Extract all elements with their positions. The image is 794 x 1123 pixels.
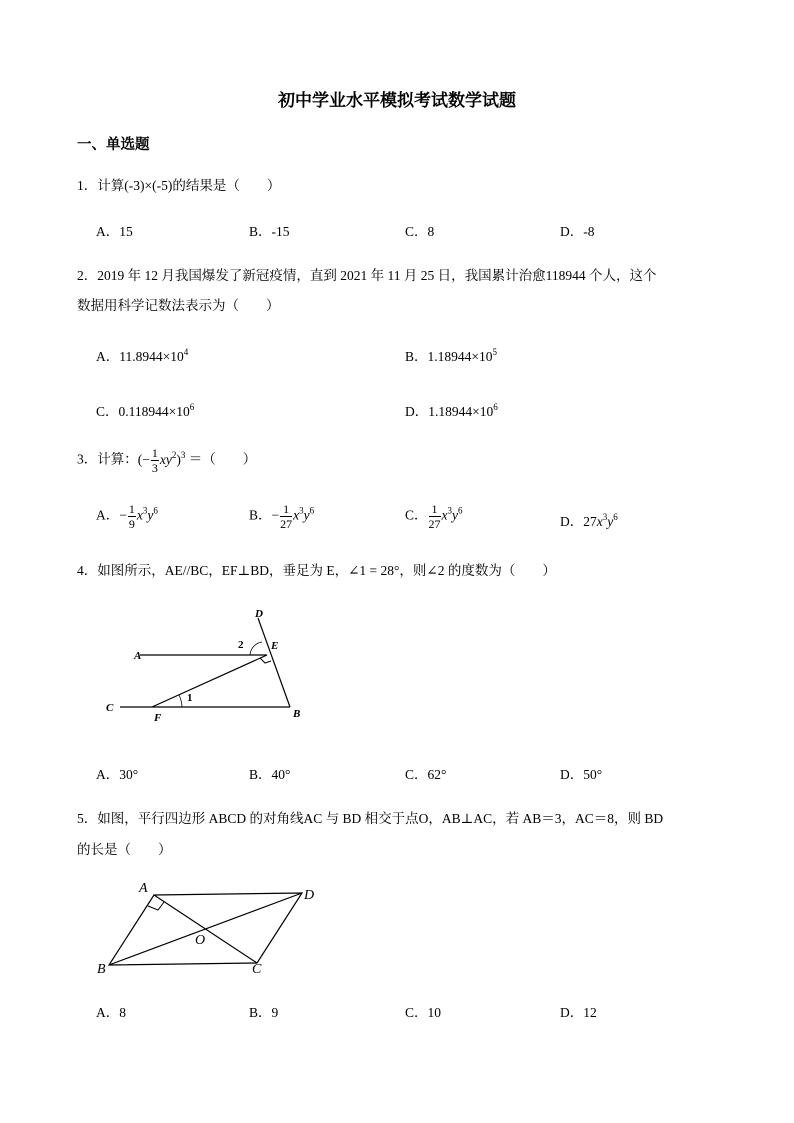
line-db <box>258 618 290 707</box>
question-5-stem-line2: 的长是（ ） <box>77 842 172 857</box>
label-angle-1: 1 <box>187 692 193 704</box>
q5-option-c: C．10 <box>405 1005 442 1020</box>
right-angle-mark <box>260 658 271 663</box>
section-heading: 一、单选题 <box>77 137 150 153</box>
label-b: B <box>293 708 301 720</box>
q3-expression: (− $\frac{1}{3}$ $xy^2)^3$ <box>137 446 186 475</box>
q2-option-c: C．$0.118944\times 10^6$ <box>96 402 195 419</box>
q3-option-d: D．$27x^3y^6$ <box>560 512 618 529</box>
question-1-stem: 1．计算(-3)×(-5)的结果是（ ） <box>77 178 281 193</box>
q5-option-b: B．9 <box>249 1005 279 1020</box>
question-2-stem-line1: 2．2019 年 12 月我国爆发了新冠疫情，直到 2021 年 11 月 25 日，我国累计治愈118944 个人，这个 <box>77 268 657 283</box>
page-title: 初中学业水平模拟考试数学试题 <box>278 91 516 110</box>
label-c: C <box>106 702 114 714</box>
q2-option-a: A．$11.8944\times 10^4$ <box>96 347 189 364</box>
label-d: D <box>304 888 315 903</box>
q4-option-b: B．40° <box>249 767 291 782</box>
question-4-stem: 4．如图所示，AE//BC，EF⊥BD，垂足为 E，∠1 = 28°，则∠2 的度数为（ ） <box>77 563 556 578</box>
q5-option-d: D．12 <box>560 1005 597 1020</box>
label-c: C <box>252 962 262 977</box>
q4-figure <box>100 600 320 730</box>
label-o: O <box>195 933 206 948</box>
q3-option-b: B．− $\frac{1}{27}$ $x^3y^6$ <box>249 502 315 531</box>
angle-1-arc <box>179 695 182 707</box>
label-a: A <box>134 650 142 662</box>
question-2-stem-line2: 数据用科学记数法表示为（ ） <box>77 298 280 313</box>
q4-option-a: A．30° <box>96 767 139 782</box>
angle-2-arc <box>250 642 262 655</box>
q1-option-b: B．-15 <box>249 224 290 239</box>
q3-option-c: C． $\frac{1}{27}$ $x^3y^6$ <box>405 502 463 531</box>
label-f: F <box>154 712 162 724</box>
right-angle-mark <box>148 902 164 910</box>
q1-option-d: D．-8 <box>560 224 595 239</box>
q2-option-d: D．$1.18944\times 10^6$ <box>405 402 498 419</box>
q5-option-a: A．8 <box>96 1005 126 1020</box>
line-fe <box>152 655 267 707</box>
q3-option-a: A．− $\frac{1}{9}$ $x^3y^6$ <box>96 502 158 531</box>
diagonal-bd <box>109 893 302 965</box>
label-b: B <box>97 962 106 977</box>
q5-figure <box>92 875 332 985</box>
q1-option-a: A．15 <box>96 224 133 239</box>
q2-option-b: B．$1.18944\times 10^5$ <box>405 347 498 364</box>
label-d: D <box>255 608 263 620</box>
question-3-stem: 3．计算：(− $\frac{1}{3}$ $xy^2)^3$ ＝（ ） <box>77 446 257 475</box>
q4-option-c: C．62° <box>405 767 447 782</box>
q4-option-d: D．50° <box>560 767 603 782</box>
label-angle-2: 2 <box>238 639 244 651</box>
label-a: A <box>139 881 148 896</box>
question-5-stem-line1: 5．如图，平行四边形 ABCD 的对角线AC 与 BD 相交于点O，AB⊥AC，若 AB＝3，AC＝8，则 BD <box>77 811 664 826</box>
q1-option-c: C．8 <box>405 224 435 239</box>
label-e: E <box>271 640 279 652</box>
